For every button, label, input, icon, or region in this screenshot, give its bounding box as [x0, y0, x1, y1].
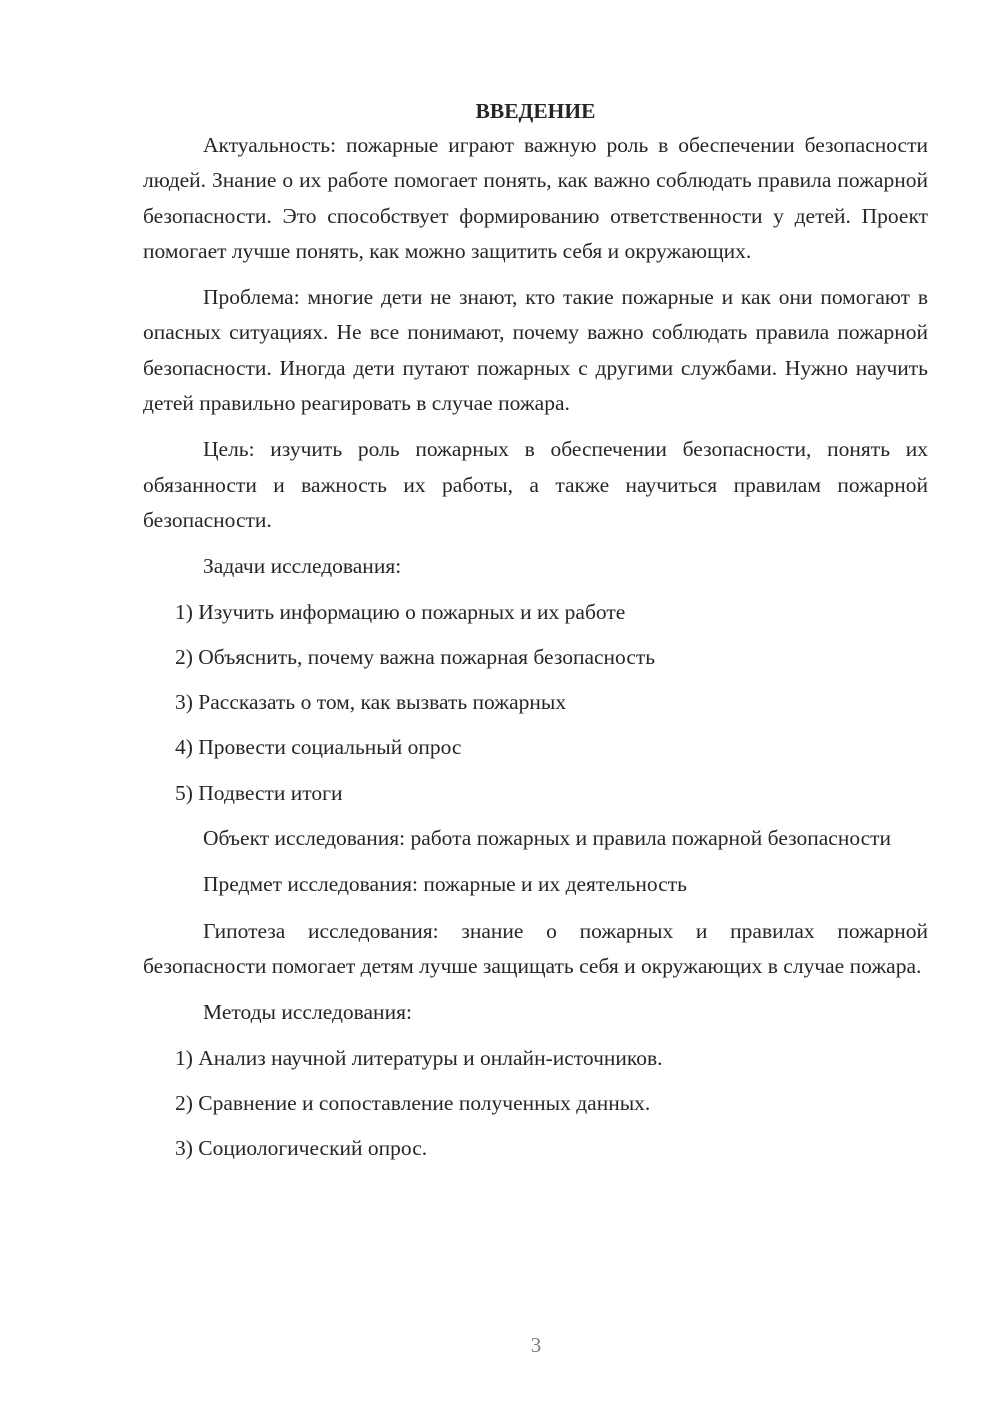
paragraph-subject: Предмет исследования: пожарные и их деятельность	[203, 872, 687, 897]
list-item: 5) Подвести итоги	[175, 780, 343, 805]
paragraph-goal: Цель: изучить роль пожарных в обеспечении безопасности, понять их обязанности и важность их работы, а также научиться правилам пожарной безопасности.	[143, 437, 928, 532]
list-item: 3) Рассказать о том, как вызвать пожарных	[175, 690, 567, 715]
methods-heading: Методы исследования:	[203, 1000, 412, 1025]
list-item: 3) Социологический опрос.	[175, 1136, 428, 1161]
paragraph-problem: Проблема: многие дети не знают, кто такие пожарные и как они помогают в опасных ситуациях. Не все понимают, почему важно соблюдать правила пожарной безопасности. Иногда дети путают пожарных с другими службами. Нужно научить детей правильно реагировать в случае пожара.	[143, 285, 928, 416]
list-item: 1) Изучить информацию о пожарных и их работе	[175, 599, 626, 624]
list-item: 1) Анализ научной литературы и онлайн-источников.	[175, 1045, 663, 1070]
page-number: 3	[530, 1333, 542, 1357]
list-item: 2) Сравнение и сопоставление полученных данных.	[175, 1090, 651, 1115]
tasks-heading: Задачи исследования:	[203, 554, 402, 579]
paragraph-relevance: Актуальность: пожарные играют важную роль в обеспечении безопасности людей. Знание о их работе помогает понять, как важно соблюдать правила пожарной безопасности. Это способствует формированию ответственности у детей. Проект помогает лучше понять, как можно защитить себя и окружающих.	[143, 133, 928, 263]
tasks-list	[143, 595, 928, 811]
list-item: 4) Провести социальный опрос	[175, 735, 462, 760]
paragraph-object: Объект исследования: работа пожарных и правила пожарной безопасности	[203, 826, 892, 851]
paragraph-hypothesis: Гипотеза исследования: знание о пожарных и правилах пожарной безопасности помогает детям лучше защищать себя и окружающих в случае пожара.	[143, 918, 928, 978]
page-title: ВВЕДЕНИЕ	[475, 99, 596, 123]
methods-list	[143, 1041, 928, 1167]
page-content	[143, 94, 928, 1176]
list-item: 2) Объяснить, почему важна пожарная безопасность	[175, 644, 656, 669]
